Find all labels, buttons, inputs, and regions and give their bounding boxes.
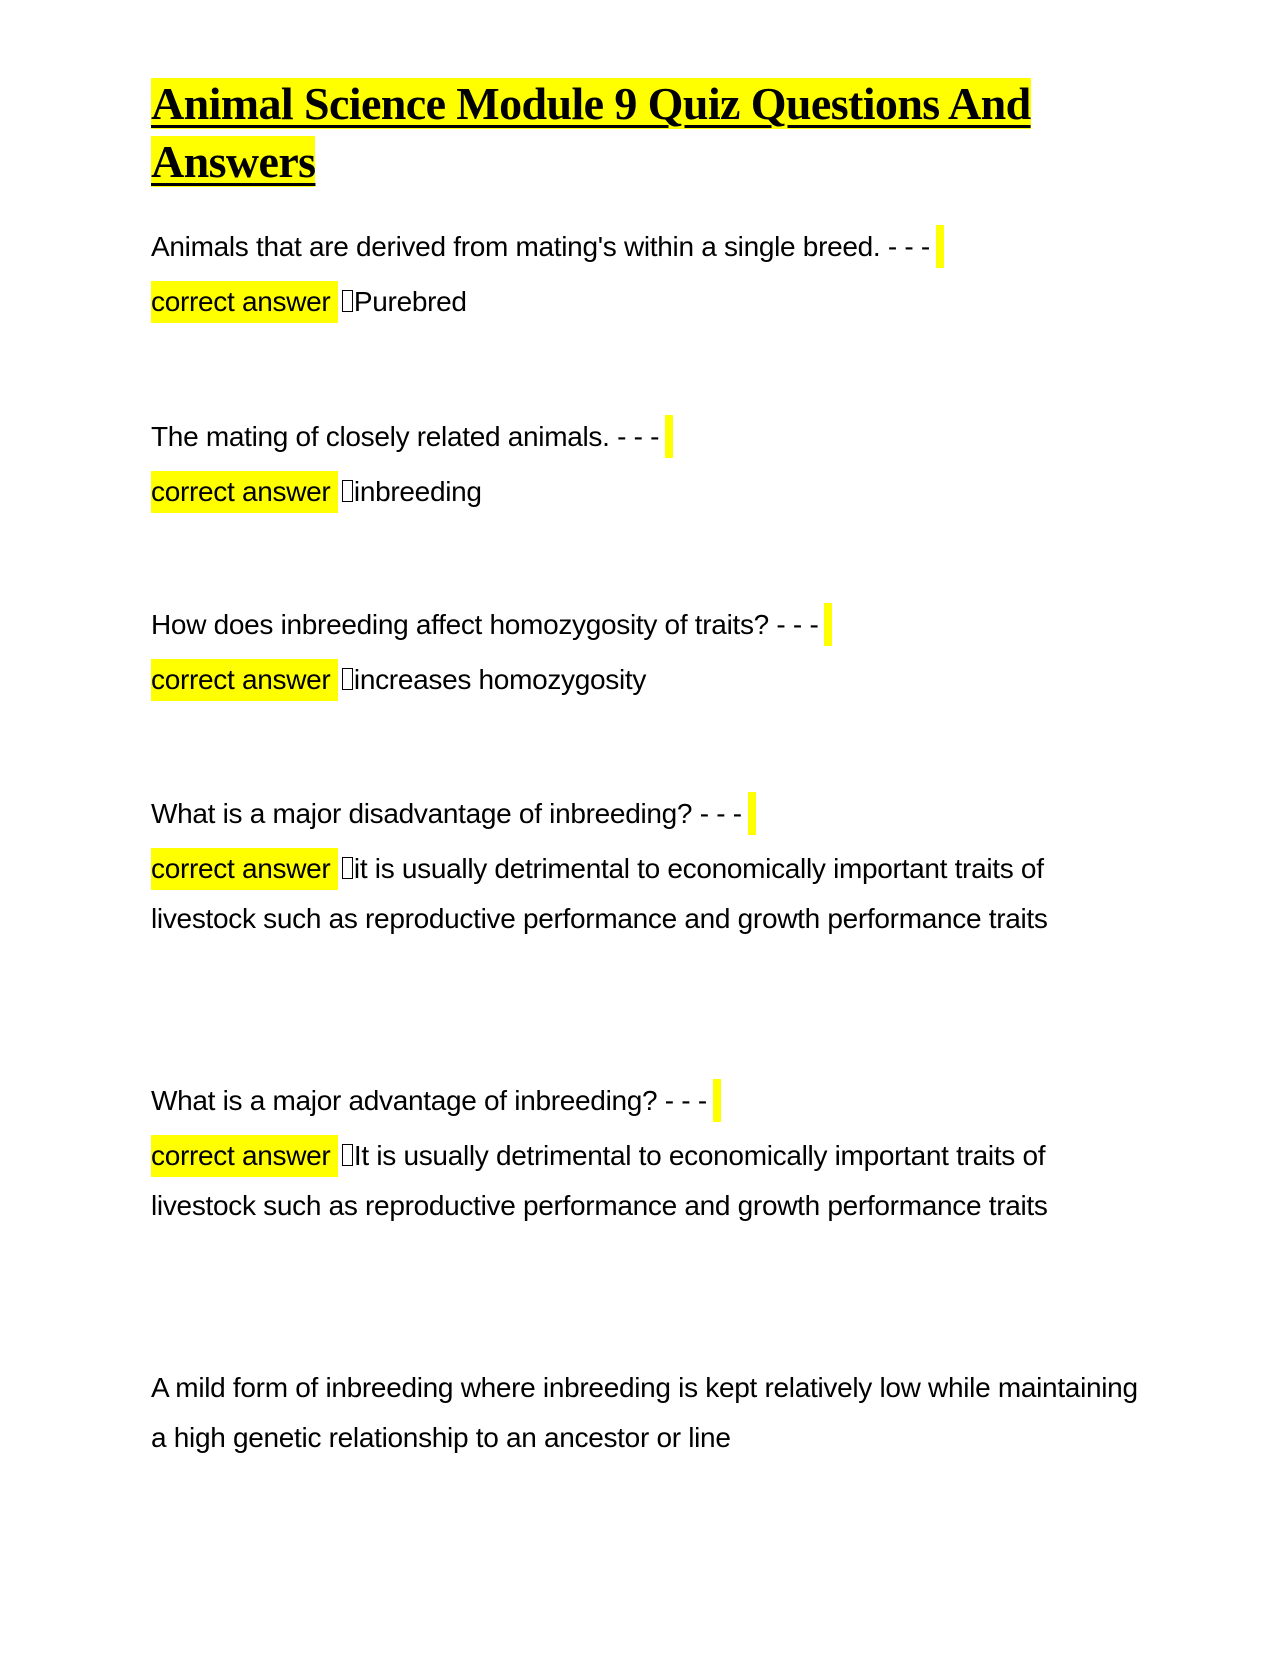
qa-item (151, 412, 1141, 517)
correct-answer-label: correct answer (151, 1135, 338, 1177)
question-text: What is a major disadvantage of inbreeding? (151, 798, 693, 829)
highlight-marker (665, 415, 673, 458)
answer (151, 655, 1141, 705)
correct-answer-label: correct answer (151, 471, 338, 513)
missing-glyph-icon (342, 480, 353, 502)
question (151, 789, 1141, 844)
answer-text: inbreeding (353, 476, 482, 507)
answer-text: increases homozygosity (353, 664, 647, 695)
highlight-marker (748, 792, 756, 835)
highlight-marker (936, 225, 944, 268)
question (151, 1076, 1141, 1131)
answer (151, 1131, 1141, 1231)
question-text: A mild form of inbreeding where inbreeding is kept relatively low while maintaining a high genetic relationship to an ancestor or line (151, 1372, 1138, 1453)
separator: - - - (692, 798, 742, 829)
answer (151, 467, 1141, 517)
separator: - - - (657, 1085, 707, 1116)
qa-item (151, 789, 1141, 944)
qa-item (151, 1363, 1141, 1463)
question-text: The mating of closely related animals. (151, 421, 610, 452)
correct-answer-label: correct answer (151, 281, 338, 323)
page-title (151, 75, 1111, 191)
separator: - - - (880, 231, 930, 262)
question (151, 1363, 1141, 1463)
question-text: How does inbreeding affect homozygosity of traits? (151, 609, 769, 640)
question (151, 412, 1141, 467)
highlight-marker (824, 603, 832, 646)
question-text: Animals that are derived from mating's within a single breed. (151, 231, 881, 262)
qa-item (151, 600, 1141, 705)
missing-glyph-icon (342, 857, 353, 879)
qa-item (151, 222, 1141, 327)
answer (151, 277, 1141, 327)
question (151, 600, 1141, 655)
question (151, 222, 1141, 277)
answer-text: it is usually detrimental to economically important traits of livestock such as reproductive performance and growth performance traits (151, 853, 1048, 934)
title-text: Animal Science Module 9 Quiz Questions And Answers (151, 78, 1031, 187)
qa-item (151, 1076, 1141, 1231)
answer-text: It is usually detrimental to economically important traits of livestock such as reproductive performance and growth performance traits (151, 1140, 1048, 1221)
missing-glyph-icon (342, 290, 353, 312)
missing-glyph-icon (342, 668, 353, 690)
separator: - - - (768, 609, 819, 640)
correct-answer-label: correct answer (151, 848, 338, 890)
answer (151, 844, 1141, 944)
question-text: What is a major advantage of inbreeding? (151, 1085, 658, 1116)
correct-answer-label: correct answer (151, 659, 338, 701)
separator: - - - (609, 421, 660, 452)
missing-glyph-icon (342, 1144, 353, 1166)
answer-text: Purebred (353, 286, 467, 317)
highlight-marker (713, 1079, 721, 1122)
